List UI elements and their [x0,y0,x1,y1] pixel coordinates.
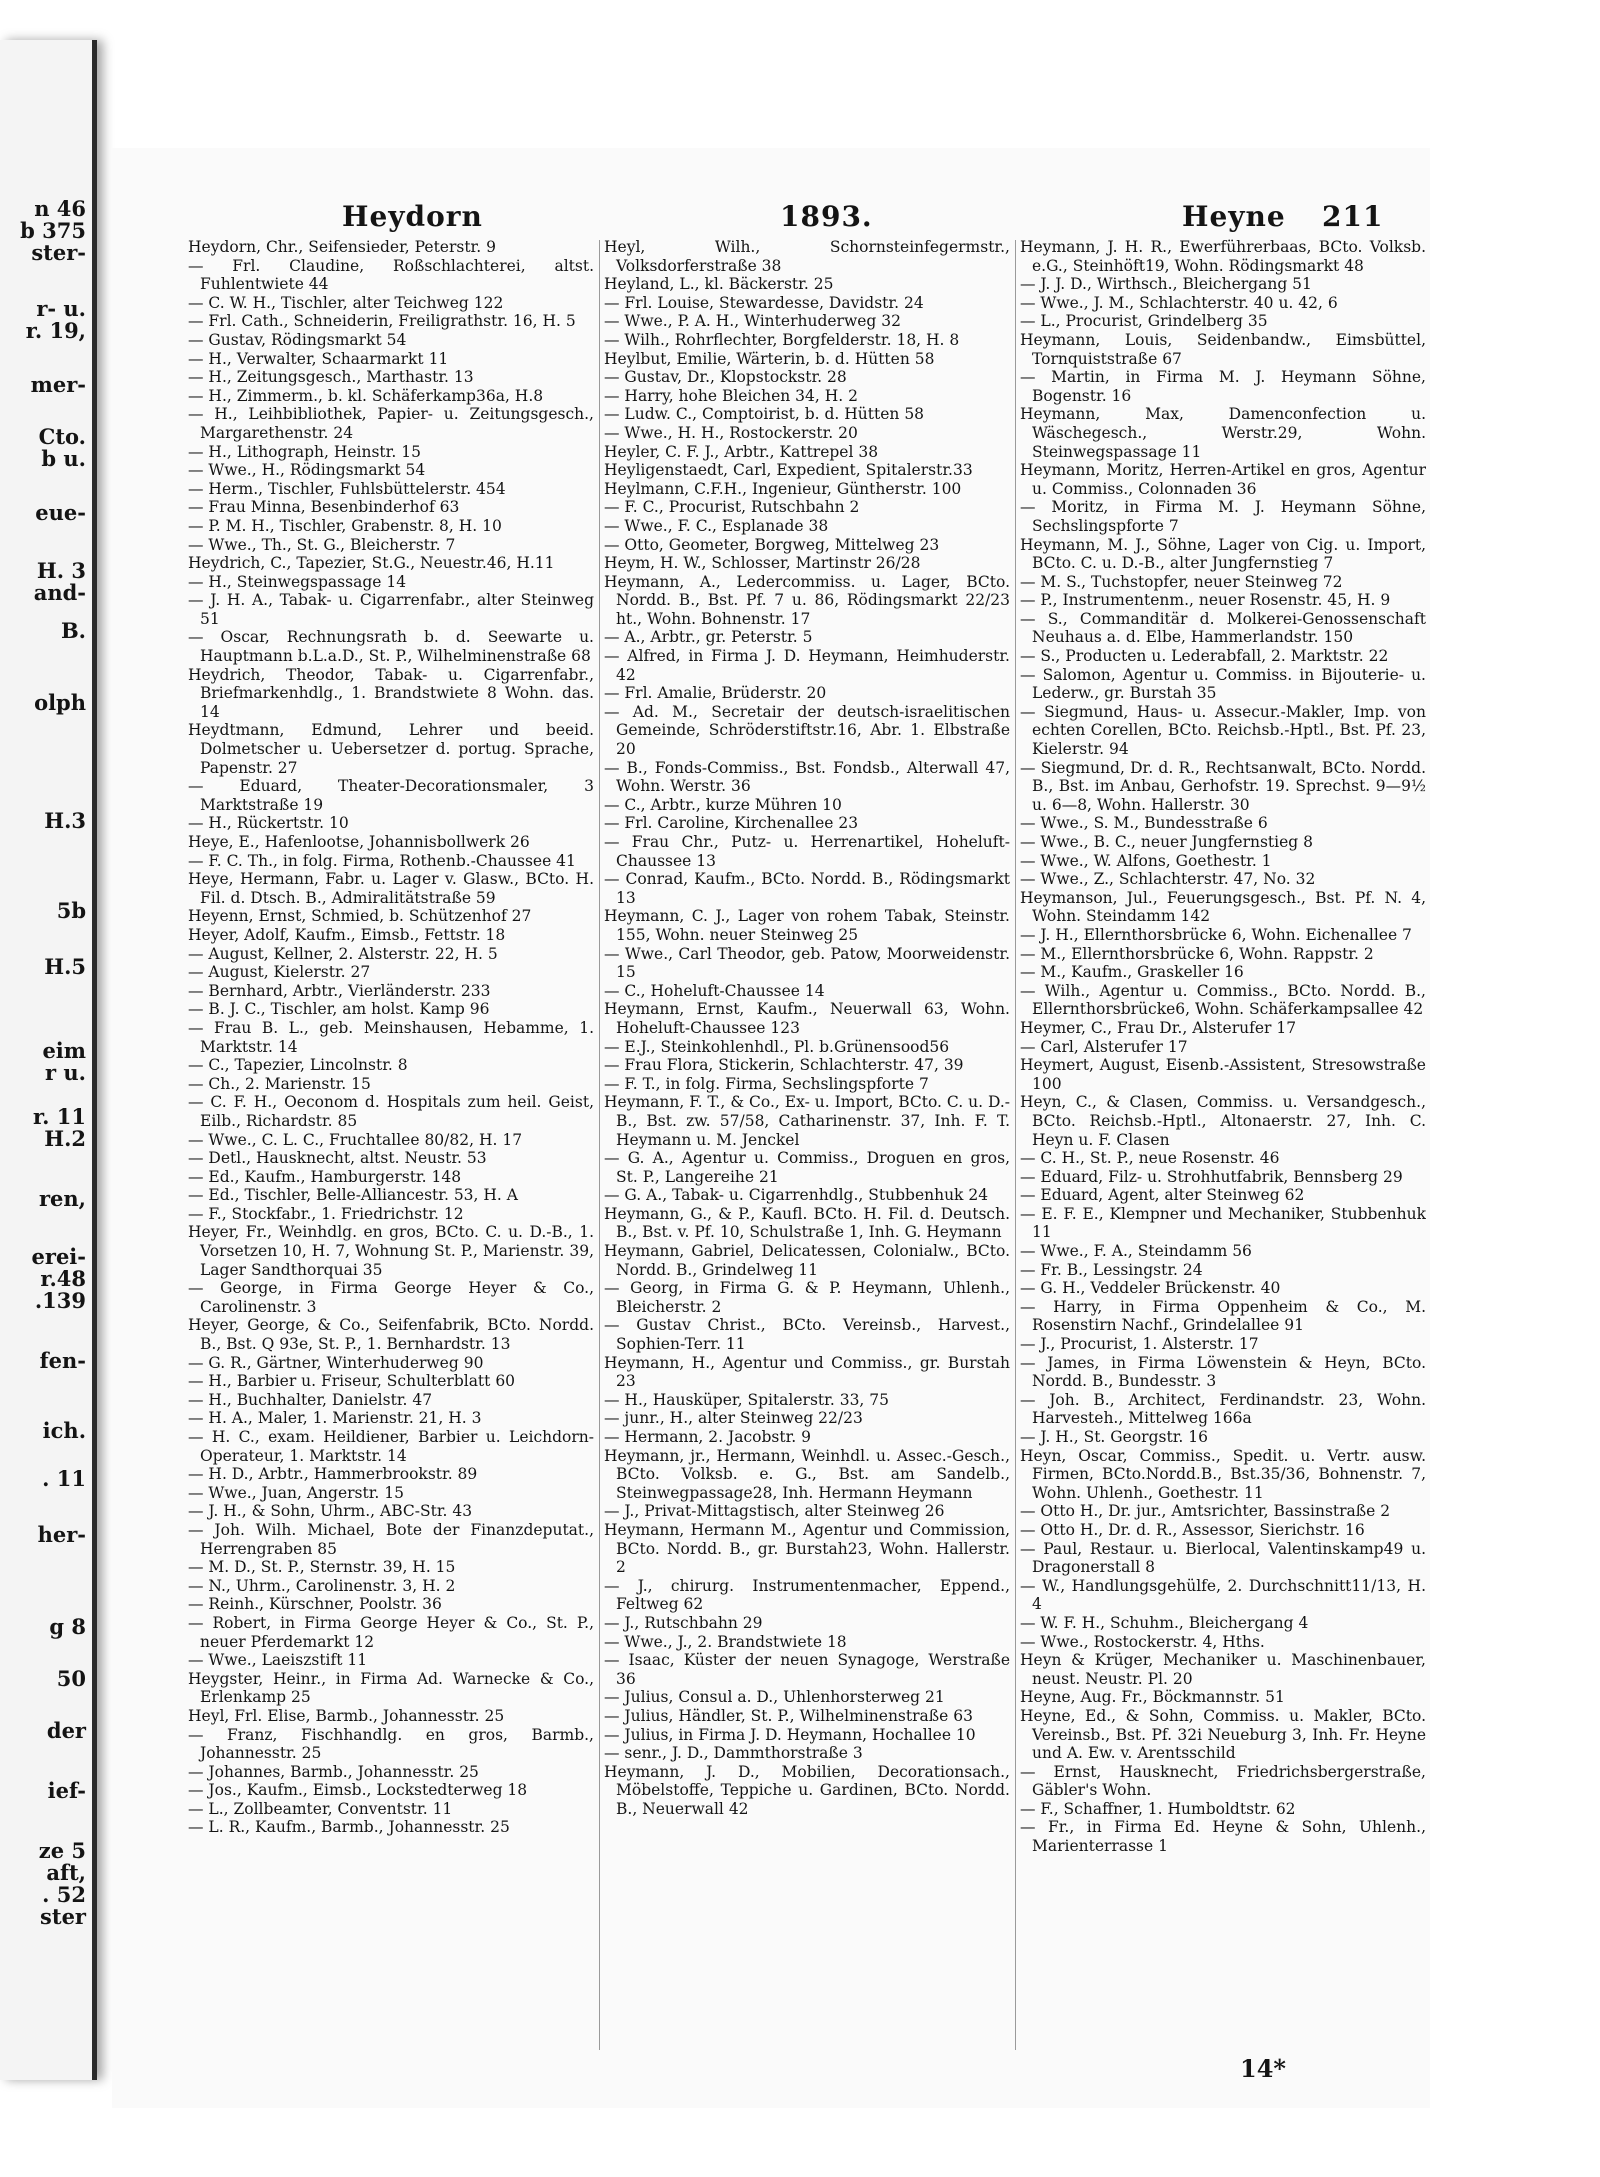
prev-page-fragment: r- u. [36,296,86,321]
page-number: 211 [1322,200,1384,233]
prev-page-fragment: aft, [46,1860,86,1885]
directory-entry: — Frl. Louise, Stewardesse, Davidstr. 24 [604,293,924,312]
prev-page-fragment: H.3 [44,808,86,833]
directory-entry: Heyenn, Ernst, Schmied, b. Schützenhof 27 [188,907,532,926]
directory-entry: — James, in Firma Löwenstein & Heyn, BCto. Nordd. B., Bundesstr. 3 [1020,1353,1426,1391]
directory-column-2 [604,238,1010,2088]
directory-entry: Heymann, Gabriel, Delicatessen, Colonialw., BCto. Nordd. B., Grindelweg 11 [604,1242,1010,1279]
directory-entry: — J., Privat-Mittagstisch, alter Steinweg 26 [604,1502,945,1521]
directory-entry: Heymanson, Jul., Feuerungsgesch., Bst. Pf. N. 4, Wohn. Steindamm 142 [1020,888,1426,926]
directory-entry: — E.J., Steinkohlenhdl., Pl. b.Grünensood56 [604,1037,950,1056]
directory-entry: — H., Zimmerm., b. kl. Schäferkamp36a, H.8 [188,386,544,405]
directory-entry: — J. H., Ellernthorsbrücke 6, Wohn. Eichenallee 7 [1020,925,1412,944]
directory-entry: — L. R., Kaufm., Barmb., Johannesstr. 25 [188,1818,510,1837]
directory-entry: — Salomon, Agentur u. Commiss. in Bijouterie- u. Lederw., gr. Burstah 35 [1020,665,1426,703]
directory-entry: — Frau Chr., Putz- u. Herrenartikel, Hoheluft-Chaussee 13 [604,833,1010,870]
directory-entry: — Julius, in Firma J. D. Heymann, Hochallee 10 [604,1725,976,1744]
directory-entry: — S., Producten u. Lederabfall, 2. Marktstr. 22 [1020,647,1389,666]
directory-entry: — Wilh., Rohrflechter, Borgfelderstr. 18, H. 8 [604,330,960,349]
directory-entry: — Alfred, in Firma J. D. Heymann, Heimhuderstr. 42 [604,647,1010,684]
directory-entry: — M. S., Tuchstopfer, neuer Steinweg 72 [1020,572,1343,591]
directory-entry: Heym, H. W., Schlosser, Martinstr 26/28 [604,554,921,573]
directory-entry: — junr., H., alter Steinweg 22/23 [604,1409,863,1428]
directory-entry: — W., Handlungsgehülfe, 2. Durchschnitt11/13, H. 4 [1020,1576,1426,1614]
running-head-year: 1893. [780,200,873,233]
directory-entry: — C. W. H., Tischler, alter Teichweg 122 [188,293,504,312]
directory-entry: — Frau Minna, Besenbinderhof 63 [188,498,460,517]
directory-entry: — N., Uhrm., Carolinenstr. 3, H. 2 [188,1576,456,1595]
directory-entry: — F. T., in folg. Firma, Sechslingspforte 7 [604,1074,929,1093]
directory-entry: — Georg, in Firma G. & P. Heymann, Uhlenh., Bleicherstr. 2 [604,1279,1010,1316]
directory-entry: — Wwe., Z., Schlachterstr. 47, No. 32 [1020,870,1316,889]
directory-entry: — F. C. Th., in folg. Firma, Rothenb.-Chaussee 41 [188,851,576,870]
directory-entry: — S., Commanditär d. Molkerei-Genossenschaft Neuhaus a. d. Elbe, Hammerlandstr. 150 [1020,609,1426,647]
directory-entry: — J. H. A., Tabak- u. Cigarrenfabr., alter Steinweg 51 [188,591,594,628]
directory-entry: — Johannes, Barmb., Johannesstr. 25 [188,1762,479,1781]
directory-entry: — George, in Firma George Heyer & Co., Carolinenstr. 3 [188,1279,594,1316]
directory-entry: — Fr., in Firma Ed. Heyne & Sohn, Uhlenh., Marienterrasse 1 [1020,1818,1426,1856]
prev-page-fragment: ze 5 [38,1838,86,1863]
directory-entry: — Wwe., P. A. H., Winterhuderweg 32 [604,312,901,331]
directory-entry: Heymert, August, Eisenb.-Assistent, Stresowstraße 100 [1020,1056,1426,1093]
prev-page-fragment: fen- [39,1348,86,1373]
directory-entry: — Wwe., W. Alfons, Goethestr. 1 [1020,851,1272,870]
running-head [112,200,1430,234]
directory-entry: — G. R., Gärtner, Winterhuderweg 90 [188,1353,484,1372]
prev-page-fragment: r u. [45,1060,86,1085]
prev-page-fragment: mer- [30,372,86,397]
directory-entry: — Wwe., Laeiszstift 11 [188,1651,368,1670]
directory-entry: — Frl. Cath., Schneiderin, Freiligrathstr. 16, H. 5 [188,312,576,331]
directory-entry: — Wwe., H. H., Rostockerstr. 20 [604,423,858,442]
directory-entry: — M., Kaufm., Graskeller 16 [1020,963,1244,982]
directory-entry: — Ad. M., Secretair der deutsch-israelitischen Gemeinde, Schröderstiftstr.16, Abr. 1. Elbstraße 20 [604,702,1010,759]
directory-entry: — Otto, Geometer, Borgweg, Mittelweg 23 [604,535,940,554]
prev-page-fragment: olph [34,690,86,715]
prev-page-fragment: 50 [56,1666,86,1691]
directory-entry: Heyn, Oscar, Commiss., Spedit. u. Vertr. ausw. Firmen, BCto.Nordd.B., Bst.35/36, Bohnenstr. 7, Wohn. Uhlenh., Goethestr. 11 [1020,1446,1426,1502]
directory-entry: Heymann, Moritz, Herren-Artikel en gros, Agentur u. Commiss., Colonnaden 36 [1020,461,1426,498]
prev-page-fragment: g 8 [49,1614,86,1639]
column-divider [1015,240,1016,2050]
prev-page-fragment: eim [42,1038,86,1063]
prev-page-fragment: ster- [31,240,86,265]
directory-entry: Heylmann, C.F.H., Ingenieur, Güntherstr. 100 [604,479,962,498]
directory-entry: — H., Barbier u. Friseur, Schulterblatt 60 [188,1372,516,1391]
prev-page-fragment: . 11 [42,1466,86,1491]
directory-entry: — M. D., St. P., Sternstr. 39, H. 15 [188,1558,456,1577]
directory-entry: — Frau Flora, Stickerin, Schlachterstr. 47, 39 [604,1056,964,1075]
directory-entry: — Wwe., H., Rödingsmarkt 54 [188,461,426,480]
prev-page-fragment: n 46 [34,196,86,221]
directory-entry: — C., Tapezier, Lincolnstr. 8 [188,1056,408,1075]
directory-entry: — Wwe., J. M., Schlachterstr. 40 u. 42, 6 [1020,293,1338,312]
directory-entry: — Ed., Kaufm., Hamburgerstr. 148 [188,1167,462,1186]
directory-entry: — J., Rutschbahn 29 [604,1613,763,1632]
directory-entry: Heymann, J. H. R., Ewerführerbaas, BCto. Volksb. e.G., Steinhöft19, Wohn. Rödingsmarkt 48 [1020,238,1426,275]
prev-page-fragment: H. 3 [36,558,86,583]
prev-page-fragment: eue- [35,500,86,525]
directory-entry: — Franz, Fischhandlg. en gros, Barmb., Johannesstr. 25 [188,1725,594,1763]
directory-entry: Heyn & Krüger, Mechaniker u. Maschinenbauer, neust. Neustr. Pl. 20 [1020,1651,1426,1688]
directory-entry: — Wwe., Juan, Angerstr. 15 [188,1483,405,1502]
directory-entry: Heye, Hermann, Fabr. u. Lager v. Glasw., BCto. H. Fil. d. Dtsch. B., Admiralitätstraße 59 [188,870,594,907]
directory-entry: — Siegmund, Dr. d. R., Rechtsanwalt, BCto. Nordd. B., Bst. im Anbau, Gerhofstr. 19. Sprechst. 9—9½ u. 6—8, Wohn. Hallerstr. 30 [1020,758,1426,814]
directory-entry: — H., Buchhalter, Danielstr. 47 [188,1390,433,1409]
directory-entry: — Otto H., Dr. jur., Amtsrichter, Bassinstraße 2 [1020,1502,1391,1521]
directory-entry: — Ed., Tischler, Belle-Alliancestr. 53, H. A [188,1186,518,1205]
directory-entry: — H., Zeitungsgesch., Marthastr. 13 [188,368,474,387]
directory-entry: — J., Procurist, 1. Alsterstr. 17 [1020,1335,1259,1354]
directory-entry: — H., Hausküper, Spitalerstr. 33, 75 [604,1390,890,1409]
directory-entry: — C. H., St. P., neue Rosenstr. 46 [1020,1149,1280,1168]
directory-entry: — August, Kielerstr. 27 [188,963,371,982]
directory-entry: Heyler, C. F. J., Arbtr., Kattrepel 38 [604,442,879,461]
directory-entry: Heyer, Fr., Weinhdlg. en gros, BCto. C. u. D.-B., 1. Vorsetzen 10, H. 7, Wohnung St. P., Marienstr. 39, Lager Sandthorquai 35 [188,1223,594,1279]
directory-entry: — Frl. Claudine, Roßschlachterei, altst. Fuhlentwiete 44 [188,256,594,294]
directory-entry: — Hermann, 2. Jacobstr. 9 [604,1428,811,1446]
running-head-right: Heyne [1182,200,1286,233]
directory-entry: — Oscar, Rechnungsrath b. d. Seewarte u. Hauptmann b.L.a.D., St. P., Wilhelminenstraße 68 [188,628,594,666]
directory-entry: — H. A., Maler, 1. Marienstr. 21, H. 3 [188,1409,482,1428]
directory-entry: — Ch., 2. Marienstr. 15 [188,1074,371,1093]
directory-entry: Heymann, H., Agentur und Commiss., gr. Burstah 23 [604,1353,1010,1391]
directory-entry: — Moritz, in Firma M. J. Heymann Söhne, Sechslingspforte 7 [1020,498,1426,535]
directory-entry: — Gustav Christ., BCto. Vereinsb., Harvest., Sophien-Terr. 11 [604,1316,1010,1354]
prev-page-fragment: . 52 [42,1882,86,1907]
directory-entry: — J., chirurg. Instrumentenmacher, Eppend., Feltweg 62 [604,1576,1010,1614]
directory-entry: — F. C., Procurist, Rutschbahn 2 [604,498,860,517]
prev-page-fragment: r.48 [40,1266,86,1291]
directory-entry: — Julius, Consul a. D., Uhlenhorsterweg 21 [604,1688,945,1707]
column-divider [599,240,600,2050]
prev-page-fragment: Cto. [38,424,86,449]
directory-entry: — J. J. D., Wirthsch., Bleichergang 51 [1020,275,1312,294]
directory-entry: Heydrich, C., Tapezier, St.G., Neuestr.46, H.11 [188,554,555,573]
prev-page-fragment: H.2 [44,1126,86,1151]
directory-entry: — J. H., & Sohn, Uhrm., ABC-Str. 43 [188,1502,473,1521]
directory-entry: Heymann, F. T., & Co., Ex- u. Import, BCto. C. u. D.-B., Bst. zw. 57/58, Catharinenstr. 37, Inh. F. T. Heymann u. M. Jenckel [604,1093,1010,1149]
previous-page-edge [0,40,97,2080]
prev-page-fragment: 5b [56,898,86,923]
directory-entry: — Frau B. L., geb. Meinshausen, Hebamme, 1. Marktstr. 14 [188,1018,594,1056]
directory-entry: — H., Leihbibliothek, Papier- u. Zeitungsgesch., Margarethenstr. 24 [188,405,594,442]
directory-entry: — Eduard, Filz- u. Strohhutfabrik, Bennsberg 29 [1020,1167,1403,1186]
directory-entry: — H. D., Arbtr., Hammerbrookstr. 89 [188,1465,478,1484]
directory-entry: — Joh. Wilh. Michael, Bote der Finanzdeputat., Herrengraben 85 [188,1520,594,1558]
directory-entry: Heymann, jr., Hermann, Weinhdl. u. Assec.-Gesch., BCto. Volksb. e. G., Bst. am Sandelb., Steinwegpassage28, Inh. Hermann Heymann [604,1446,1010,1502]
prev-page-fragment: and- [33,580,86,605]
signature-mark: 14* [1240,2054,1286,2083]
directory-entry: — Wwe., F. C., Esplanade 38 [604,516,829,535]
directory-entry: — J. H., St. Georgstr. 16 [1020,1428,1208,1446]
prev-page-fragment: ief- [47,1778,86,1803]
directory-entry: — Wwe., B. C., neuer Jungfernstieg 8 [1020,833,1313,851]
directory-entry: — August, Kellner, 2. Alsterstr. 22, H. 5 [188,944,498,963]
directory-entry: — Frl. Amalie, Brüderstr. 20 [604,684,827,703]
directory-entry: — Gustav, Rödingsmarkt 54 [188,330,407,349]
directory-entry: Heygster, Heinr., in Firma Ad. Warnecke & Co., Erlenkamp 25 [188,1669,594,1707]
directory-entry: — A., Arbtr., gr. Peterstr. 5 [604,628,813,647]
prev-page-fragment: r. 19, [25,318,86,343]
prev-page-fragment: .139 [34,1288,86,1313]
directory-entry: Heydorn, Chr., Seifensieder, Peterstr. 9 [188,238,496,256]
directory-entry: — Wwe., J., 2. Brandstwiete 18 [604,1632,847,1651]
directory-entry: — Reinh., Kürschner, Poolstr. 36 [188,1595,442,1614]
directory-entry: Heyer, Adolf, Kaufm., Eimsb., Fettstr. 18 [188,925,506,944]
directory-entry: Heymann, Hermann M., Agentur und Commission, BCto. Nordd. B., gr. Burstah23, Wohn. Hallerstr. 2 [604,1520,1010,1577]
directory-entry: Heyligenstaedt, Carl, Expedient, Spitalerstr.33 [604,461,973,480]
directory-entry: — Gustav, Dr., Klopstockstr. 28 [604,368,847,387]
directory-entry: — Wwe., C. L. C., Fruchtallee 80/82, H. 17 [188,1130,523,1149]
directory-entry: Heyn, C., & Clasen, Commiss. u. Versandgesch., BCto. Reichsb.-Hptl., Altonaerstr. 27, Inh. C. Heyn u. F. Clasen [1020,1093,1426,1149]
directory-entry: — H. C., exam. Heildiener, Barbier u. Leichdorn-Operateur, 1. Marktstr. 14 [188,1428,594,1465]
directory-entry: Heyland, L., kl. Bäckerstr. 25 [604,275,834,294]
prev-page-fragment: der [46,1718,86,1743]
directory-entry: Heyl, Wilh., Schornsteinfegermstr., Volksdorferstraße 38 [604,238,1010,275]
directory-entry: — Carl, Alsterufer 17 [1020,1037,1188,1056]
directory-entry: — Robert, in Firma George Heyer & Co., St. P., neuer Pferdemarkt 12 [188,1613,594,1651]
directory-entry: Heymann, G., & P., Kaufl. BCto. H. Fil. d. Deutsch. B., Bst. v. Pf. 10, Schulstraße 1, Inh. G. Heymann [604,1204,1010,1242]
directory-entry: — H., Rückertstr. 10 [188,814,349,833]
directory-entry: Heyne, Ed., & Sohn, Commiss. u. Makler, BCto. Vereinsb., Bst. Pf. 32i Neueburg 3, Inh. Fr. Heyne und A. Ew. v. Arentsschild [1020,1706,1426,1763]
directory-entry: — senr., J. D., Dammthorstraße 3 [604,1744,863,1763]
directory-entry: — G. A., Agentur u. Commiss., Droguen en gros, St. P., Langereihe 21 [604,1149,1010,1186]
directory-entry: Heymer, C., Frau Dr., Alsterufer 17 [1020,1018,1297,1037]
directory-entry: — Wwe., Rostockerstr. 4, Hths. [1020,1632,1265,1651]
directory-entry: Heydrich, Theodor, Tabak- u. Cigarrenfabr., Briefmarkenhdlg., 1. Brandstwiete 8 Wohn. das. 14 [188,665,594,721]
directory-entry: — G. A., Tabak- u. Cigarrenhdlg., Stubbenhuk 24 [604,1186,989,1205]
directory-entry: — H., Lithograph, Heinstr. 15 [188,442,421,461]
directory-entry: — Eduard, Agent, alter Steinweg 62 [1020,1186,1305,1205]
directory-entry: — Conrad, Kaufm., BCto. Nordd. B., Rödingsmarkt 13 [604,870,1010,907]
prev-page-fragment: r. 11 [33,1104,86,1129]
directory-entry: — Martin, in Firma M. J. Heymann Söhne, Bogenstr. 16 [1020,368,1426,405]
directory-entry: Heyne, Aug. Fr., Böckmannstr. 51 [1020,1688,1285,1707]
directory-entry: Heye, E., Hafenlootse, Johannisbollwerk 26 [188,833,530,851]
directory-entry: Heymann, M. J., Söhne, Lager von Cig. u. Import, BCto. C. u. D.-B., alter Jungfernstieg 7 [1020,535,1426,573]
directory-entry: — F., Schaffner, 1. Humboldtstr. 62 [1020,1799,1296,1818]
directory-entry: — Isaac, Küster der neuen Synagoge, Werstraße 36 [604,1651,1010,1688]
prev-page-fragment: b u. [41,446,86,471]
directory-entry: — Fr. B., Lessingstr. 24 [1020,1260,1203,1279]
directory-entry: — M., Ellernthorsbrücke 6, Wohn. Rappstr. 2 [1020,944,1374,963]
directory-entry: — Joh. B., Architect, Ferdinandstr. 23, Wohn. Harvesteh., Mittelweg 166a [1020,1390,1426,1428]
directory-entry: — Otto H., Dr. d. R., Assessor, Sierichstr. 16 [1020,1520,1365,1539]
directory-entry: — Frl. Caroline, Kirchenallee 23 [604,814,859,833]
directory-entry: — C., Arbtr., kurze Mühren 10 [604,795,842,814]
directory-entry: — Eduard, Theater-Decorationsmaler, 3 Marktstraße 19 [188,777,594,814]
directory-entry: — L., Procurist, Grindelberg 35 [1020,312,1268,331]
running-head-left: Heydorn [342,200,483,233]
directory-entry: — Siegmund, Haus- u. Assecur.-Makler, Imp. von echten Corellen, BCto. Reichsb.-Hptl., Bst. Pf. 23, Kielerstr. 94 [1020,702,1426,759]
directory-entry: Heydtmann, Edmund, Lehrer und beeid. Dolmetscher u. Uebersetzer d. portug. Sprache, Papenstr. 27 [188,721,594,777]
directory-entry: — Wilh., Agentur u. Commiss., BCto. Nordd. B., Ellernthorsbrücke6, Wohn. Schäferkampsallee 42 [1020,981,1426,1019]
directory-entry: — H., Steinwegspassage 14 [188,572,407,591]
directory-entry: Heylbut, Emilie, Wärterin, b. d. Hütten 58 [604,349,935,368]
directory-column-1 [188,238,594,2088]
directory-entry: — Ernst, Hausknecht, Friedrichsbergerstraße, Gäbler's Wohn. [1020,1762,1426,1800]
directory-entry: — G. H., Veddeler Brückenstr. 40 [1020,1279,1281,1298]
prev-page-fragment: B. [60,618,86,643]
directory-entry: — Julius, Händler, St. P., Wilhelminenstraße 63 [604,1706,973,1725]
prev-page-fragment: b 375 [20,218,86,243]
directory-entry: — Harry, in Firma Oppenheim & Co., M. Rosenstirn Nachf., Grindelallee 91 [1020,1297,1426,1335]
directory-entry: — Ludw. C., Comptoirist, b. d. Hütten 58 [604,405,925,424]
directory-entry: — L., Zollbeamter, Conventstr. 11 [188,1799,453,1818]
directory-page [112,148,1430,2108]
directory-entry: — P., Instrumentenm., neuer Rosenstr. 45, H. 9 [1020,591,1391,610]
prev-page-fragment: H.5 [44,954,86,979]
directory-entry: — Wwe., Carl Theodor, geb. Patow, Moorweidenstr. 15 [604,944,1010,982]
directory-entry: — Bernhard, Arbtr., Vierländerstr. 233 [188,981,491,1000]
directory-entry: Heyer, George, & Co., Seifenfabrik, BCto. Nordd. B., Bst. Q 93e, St. P., 1. Bernhardstr. 13 [188,1316,594,1354]
directory-column-3 [1020,238,1426,2088]
directory-entry: — Detl., Hausknecht, altst. Neustr. 53 [188,1149,487,1168]
directory-entry: Heymann, A., Ledercommiss. u. Lager, BCto. Nordd. B., Bst. Pf. 7 u. 86, Rödingsmarkt 22/23 ht., Wohn. Bohnenstr. 17 [604,572,1010,628]
directory-entry: Heymann, Ernst, Kaufm., Neuerwall 63, Wohn. Hoheluft-Chaussee 123 [604,1000,1010,1037]
directory-entry: Heymann, Louis, Seidenbandw., Eimsbüttel, Tornquiststraße 67 [1020,330,1426,368]
directory-entry: — Wwe., S. M., Bundesstraße 6 [1020,814,1268,833]
directory-entry: — Harry, hohe Bleichen 34, H. 2 [604,386,858,405]
directory-entry: — H., Verwalter, Schaarmarkt 11 [188,349,449,368]
directory-entry: — F., Stockfabr., 1. Friedrichstr. 12 [188,1204,464,1223]
directory-entry: — Wwe., F. A., Steindamm 56 [1020,1242,1252,1261]
directory-entry: — P. M. H., Tischler, Grabenstr. 8, H. 10 [188,516,502,535]
directory-entry: — W. F. H., Schuhm., Bleichergang 4 [1020,1613,1309,1632]
directory-entry: — Paul, Restaur. u. Bierlocal, Valentinskamp49 u. Dragonerstall 8 [1020,1539,1426,1577]
directory-entry: — B. J. C., Tischler, am holst. Kamp 96 [188,1000,490,1019]
directory-entry: — C. F. H., Oeconom d. Hospitals zum heil. Geist, Eilb., Richardstr. 85 [188,1093,594,1130]
directory-entry: — Jos., Kaufm., Eimsb., Lockstedterweg 18 [188,1781,528,1800]
directory-entry: — C., Hoheluft-Chaussee 14 [604,981,825,1000]
prev-page-fragment: ren, [38,1186,86,1211]
directory-entry: — Herm., Tischler, Fuhlsbüttelerstr. 454 [188,479,506,498]
prev-page-fragment: erei- [31,1244,86,1269]
directory-entry: Heymann, C. J., Lager von rohem Tabak, Steinstr. 155, Wohn. neuer Steinweg 25 [604,907,1010,944]
prev-page-fragment: ich. [42,1418,86,1443]
prev-page-fragment: her- [37,1522,86,1547]
directory-entry: — E. F. E., Klempner und Mechaniker, Stubbenhuk 11 [1020,1204,1426,1242]
directory-entry: — B., Fonds-Commiss., Bst. Fondsb., Alterwall 47, Wohn. Werstr. 36 [604,758,1010,796]
directory-entry: Heymann, J. D., Mobilien, Decorationsach., Möbelstoffe, Teppiche u. Gardinen, BCto. Nordd. B., Neuerwall 42 [604,1762,1010,1818]
directory-entry: Heyl, Frl. Elise, Barmb., Johannesstr. 25 [188,1706,505,1725]
prev-page-fragment: ster [40,1904,86,1929]
directory-entry: — Wwe., Th., St. G., Bleicherstr. 7 [188,535,456,554]
directory-entry: Heymann, Max, Damenconfection u. Wäschegesch., Werstr.29, Wohn. Steinwegspassage 11 [1020,405,1426,461]
